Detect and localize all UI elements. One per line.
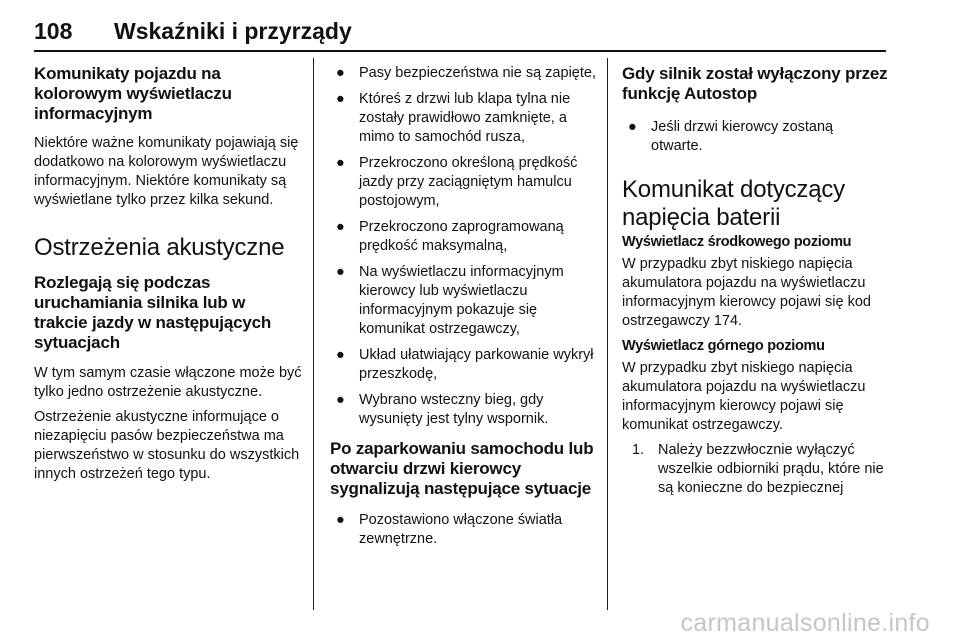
heading-komunikat-baterii: Komunikat dotyczący napięcia baterii [622,176,845,231]
page-number: 108 [34,18,73,44]
bullet-icon: ● [336,347,345,363]
heading-komunikaty: Komunikaty pojazdu na kolorowym wyświetlaczu informacyjnym [34,64,232,123]
bullet-text: Przekroczono zaprogramowaną prędkość maksymalną, [359,219,564,254]
column-divider-1 [313,58,314,610]
bullet-list-warnings [330,64,596,429]
page-section-title: Wskaźniki i przyrządy [114,18,352,44]
header-divider [34,50,886,52]
bullet-item [330,346,596,384]
numbered-steps [622,441,888,498]
watermark: carmanualsonline.info [680,609,930,637]
bullet-icon: ● [336,91,345,107]
bullet-text: Wybrano wsteczny bieg, gdy wysunięty jest tylny wspornik. [359,392,549,427]
bullet-icon: ● [336,392,345,408]
bullet-text: Przekroczono określoną prędkość jazdy przy zaciągniętym hamulcu postojowym, [359,155,578,209]
heading-srodkowego-poziomu: Wyświetlacz środkowego poziomu [622,234,852,250]
column-divider-2 [607,58,608,610]
bullet-item [330,64,596,83]
bullet-icon: ● [336,65,345,81]
bullet-text: Jeśli drzwi kierowcy zostaną otwarte. [651,119,834,154]
column-3 [622,64,888,498]
heading-gornego-poziomu: Wyświetlacz górnego poziomu [622,338,825,354]
paragraph-komunikaty: Niektóre ważne komunikaty pojawiają się dodatkowo na kolorowym wyświetlaczu informacyjnym. Niektóre komunikaty są wyświetlane tylko przez kilka sekund. [34,135,299,208]
bullet-item [330,391,596,429]
bullet-text: Pozostawiono włączone światła zewnętrzne. [359,512,563,547]
step-number: 1. [632,442,645,458]
heading-ostrzezenia: Ostrzeżenia akustyczne [34,234,285,261]
bullet-item [622,118,888,156]
paragraph-gornego-poziomu: W przypadku zbyt niskiego napięcia akumulatora pojazdu na wyświetlaczu informacyjnym kierowcy pojawi się komunikat ostrzegawczy. [622,360,866,433]
bullet-list-autostop [622,118,888,156]
heading-autostop: Gdy silnik został wyłączony przez funkcję Autostop [622,64,888,103]
bullet-text: Układ ułatwiający parkowanie wykrył przeszkodę, [359,347,594,382]
step-text: Należy bezzwłocznie wyłączyć wszelkie odbiorniki prądu, które nie są konieczne do bezpiecznej [658,442,884,496]
bullet-text: Na wyświetlaczu informacyjnym kierowcy lub wyświetlaczu informacyjnym pokazuje się komunikat ostrzegawczy, [359,264,564,337]
paragraph-srodkowego-poziomu: W przypadku zbyt niskiego napięcia akumulatora pojazdu na wyświetlaczu informacyjnym kierowcy pojawi się kod ostrzegawczy 174. [622,256,871,329]
bullet-item [330,511,596,549]
bullet-icon: ● [628,119,637,135]
heading-zaparkowaniu: Po zaparkowaniu samochodu lub otwarciu drzwi kierowcy sygnalizują następujące sytuacje [330,439,594,498]
column-1 [34,64,302,484]
column-2 [330,64,596,556]
bullet-text: Któreś z drzwi lub klapa tylna nie zostały prawidłowo zamknięte, a mimo to samochód rusza, [359,91,571,145]
bullet-item [330,218,596,256]
paragraph-pasy: Ostrzeżenie akustyczne informujące o niezapięciu pasów bezpieczeństwa ma pierwszeństwo w stosunku do wszystkich innych ostrzeżeń tego typu. [34,409,300,482]
bullet-icon: ● [336,155,345,171]
bullet-icon: ● [336,264,345,280]
bullet-item [330,263,596,339]
bullet-item [330,90,596,147]
bullet-icon: ● [336,219,345,235]
bullet-list-parking [330,511,596,549]
heading-rozlegaja: Rozlegają się podczas uruchamiania silnika lub w trakcie jazdy w następujących sytuacjach [34,273,272,352]
step-item [632,441,888,498]
bullet-icon: ● [336,512,345,528]
bullet-text: Pasy bezpieczeństwa nie są zapięte, [359,65,596,81]
bullet-item [330,154,596,211]
page-header [34,18,886,48]
paragraph-jedno-ostrzezenie: W tym samym czasie włączone może być tylko jedno ostrzeżenie akustyczne. [34,365,302,400]
